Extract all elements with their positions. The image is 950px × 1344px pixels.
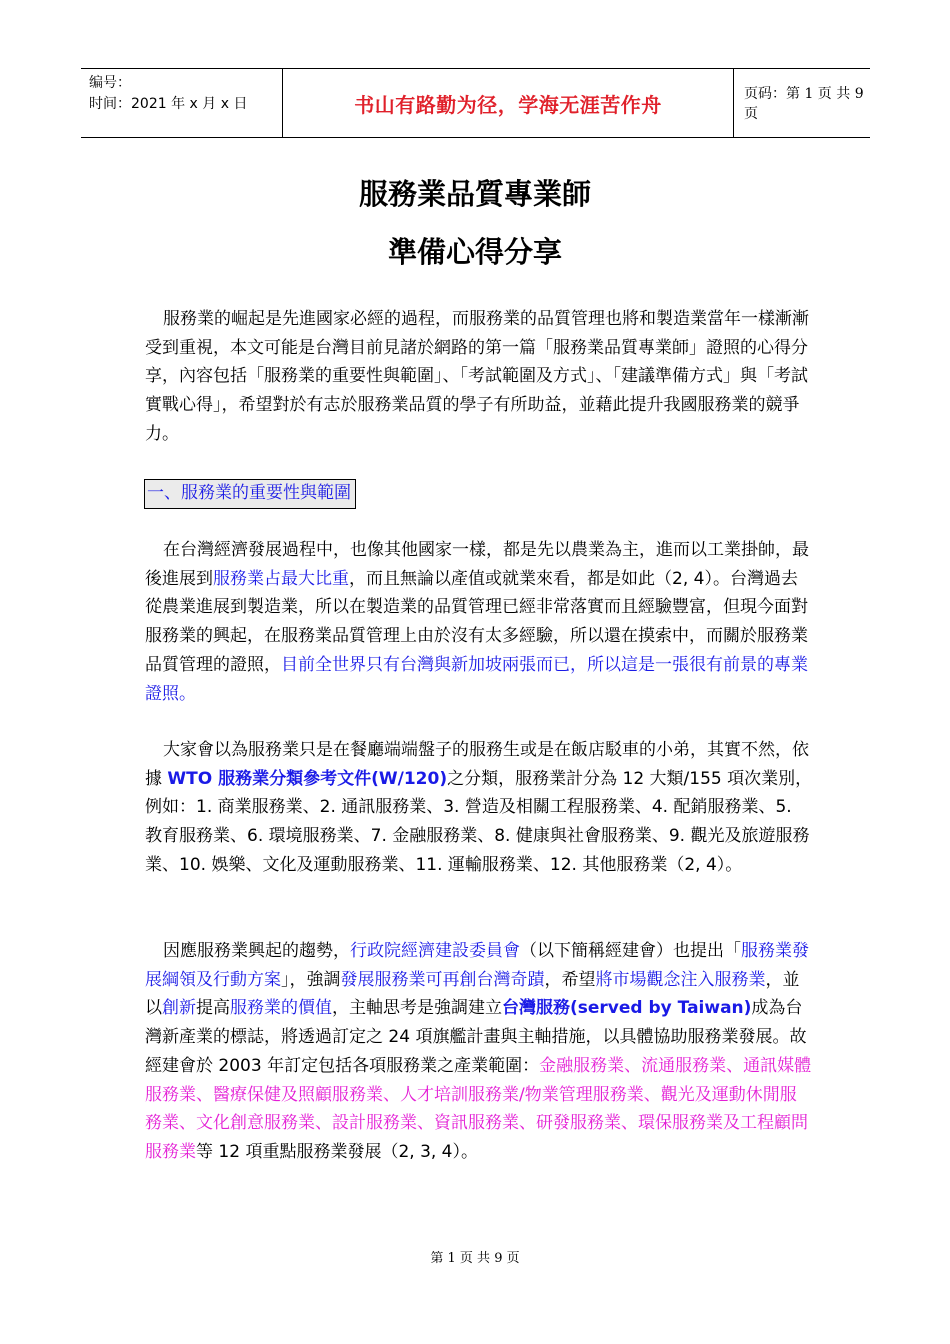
p4-text-e: 」，強調 <box>281 969 341 990</box>
p3-text-a: 大家會以為服務業只是在餐廳端端盤子的服務生或是在飯店駁車的小弟，其實不然，依據 <box>145 740 809 789</box>
p4-highlight-n: 台灣服務(served by Taiwan) <box>502 998 752 1019</box>
header-motto: 书山有路勤为径，学海无涯苦作舟 <box>283 69 734 137</box>
p4-text-c: （以下簡稱經建會）也提出「 <box>520 941 741 961</box>
p4-highlight-h: 將市場觀念注入服務業 <box>595 969 766 990</box>
p2-highlight-b: 服務業占最大比重 <box>213 568 349 589</box>
p4-text-k: 提高 <box>196 998 230 1019</box>
document-subtitle: 準備心得分享 <box>387 235 562 269</box>
p4-industry-list: 金融服務業、流通服務業、通訊媒體服務業、醫療保健及照顧服務業、人才培訓服務業/物業管理服務業、觀光及運動休閒服務業、文化創意服務業、設計服務業、資訊服務業、研發服務業、環保服務業及工程顧問服務業 <box>145 1055 812 1162</box>
p4-highlight-b: 行政院經濟建設委員會 <box>350 941 520 961</box>
document-header <box>81 68 870 138</box>
p3-text-c: 之分類，服務業計分為 12 大類/155 項次業別，例如：1. 商業服務業、2. 通訊服務業、3. 營造及相關工程服務業、4. 配銷服務業、5. 教育服務業、6. 環境服務業、7. 金融服務業、8. 健康與社會服務業、9. 觀光及旅遊服務業、10. 娛樂、文化及運動服務業、11. 運輸服務業、12. 其他服務業（2, 4）。 <box>145 768 813 875</box>
p2-highlight-d: 目前全世界只有台灣與新加坡兩張而已，所以這是一張很有前景的專業證照。 <box>145 654 808 704</box>
p4-highlight-d: 服務業發展綱領及行動方案 <box>145 941 809 990</box>
p4-highlight-l: 服務業的價值 <box>230 998 332 1019</box>
p4-highlight-j: 創新 <box>162 998 196 1019</box>
p4-text-m: ，主軸思考是強調建立 <box>332 998 502 1019</box>
header-page-info: 页码：第 1 页 共 9 页 <box>744 86 864 122</box>
p4-text-g: ，希望 <box>544 969 596 990</box>
paragraph-economy <box>145 536 813 708</box>
intro-paragraph: 服務業的崛起是先進國家必經的過程，而服務業的品質管理也將和製造業當年一樣漸漸受到重視，本文可能是台灣目前見諸於網路的第一篇「服務業品質專業師」證照的心得分享，內容包括「服務業的重要性與範圍」、「考試範圍及方式」、「建議準備方式」與「考試實戰心得」，希望對於有志於服務業品質的學子有所助益，並藉此提升我國服務業的競爭力。 <box>145 309 809 444</box>
p2-text-c: ，而且無論以產值或就業來看，都是如此（2, 4）。台灣過去從農業進展到製造業，所以在製造業的品質管理已經非常落實而且經驗豐富，但現今面對服務業的興起，在服務業品質管理上由於沒有太多經驗，所以還在摸索中，而關於服務業品質管理的證照， <box>145 568 808 675</box>
p2-text-a: 在台灣經濟發展過程中，也像其他國家一樣，都是先以農業為主，進而以工業掛帥，最後進展到 <box>145 540 809 589</box>
paragraph-policy <box>145 937 813 1167</box>
p4-text-q: 等 12 項重點服務業發展（2, 3, 4）。 <box>196 1141 479 1162</box>
p4-highlight-f: 發展服務業可再創台灣奇蹟 <box>340 969 545 990</box>
document-title: 服務業品質專業師 <box>358 177 591 211</box>
p4-text-o: 成為台灣新產業的標誌，將透過訂定之 24 項旗艦計畫與主軸措施，以具體協助服務業發展。故經建會於 2003 年訂定包括各項服務業之產業範圍： <box>145 998 807 1076</box>
p4-text-i: ，並以 <box>145 969 800 1019</box>
p4-text-a: 因應服務業興起的趨勢， <box>163 941 350 961</box>
header-meta <box>81 69 283 137</box>
p3-highlight-b: WTO 服務業分類參考文件(W/120) <box>167 768 448 789</box>
section-heading: 一、服務業的重要性與範圍 <box>144 479 356 509</box>
number-label: 编号： <box>89 75 131 91</box>
page-footer: 第 1 页 共 9 页 <box>430 1251 520 1266</box>
paragraph-wto <box>145 736 813 880</box>
time-label: 时间：2021 年 x 月 x 日 <box>89 96 248 112</box>
